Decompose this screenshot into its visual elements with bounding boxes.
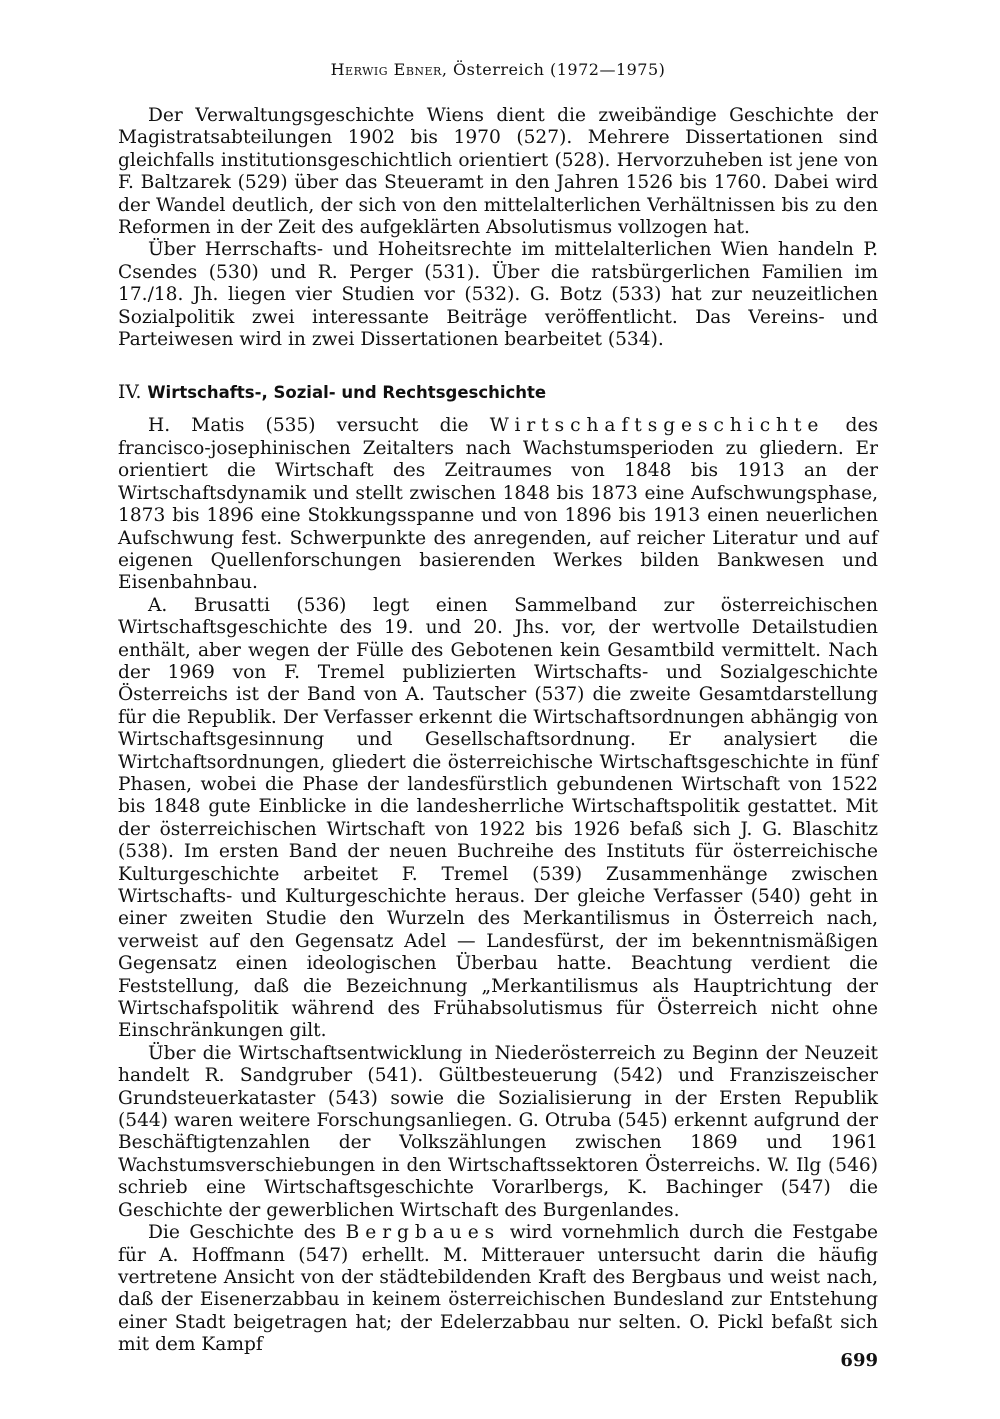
paragraph	[118, 415, 878, 594]
paragraph: A. Brusatti (536) legt einen Sammelband zur österreichischen Wirtschaftsgeschichte des 19. und 20. Jhs. vor, der wertvolle Detailstudien enthält, aber wegen der Fülle des Gebotenen kein Gesamtbild vermittelt. Nach der 1969 von F. Tremel publizierten Wirtschafts- und Sozialgeschichte Österreichs ist der Band von A. Tautscher (537) die zweite Gesamtdarstellung für die Republik. Der Verfasser erkennt die Wirtschaftsordnungen abhängig von Wirtschaftsgesinnung und Gesellschaftsordnung. Er analysiert die Wirtchaftsordnungen, gliedert die österreichische Wirtschaftsgeschichte in fünf Phasen, wobei die Phase der landesfürstlich gebundenen Wirtschaft von 1522 bis 1848 gute Einblicke in die landesherrliche Wirtschaftspolitik gestattet. Mit der österreichischen Wirtschaft von 1922 bis 1926 befaß sich J. G. Blaschitz (538). Im ersten Band der neuen Buchreihe des Instituts für österreichische Kulturgeschichte arbeitet F. Tremel (539) Zusammenhänge zwischen Wirtschafts- und Kulturgeschichte heraus. Der gleiche Verfasser (540) geht in einer zweiten Studie den Wurzeln des Merkantilismus in Österreich nach, verweist auf den Gegensatz Adel — Landesfürst, der im bekenntnismäßigen Gegensatz einen ideologischen Überbau hatte. Beachtung verdient die Feststellung, daß die Bezeichnung „Merkantilismus als Hauptrichtung der Wirtschafspolitik während des Frühabsolutismus für Österreich nicht ohne Einschränkungen gilt.	[118, 594, 878, 1042]
paragraph-text: H. Matis (535) versucht die	[148, 415, 490, 437]
paragraph-text: wird vornehmlich durch die Festgabe für A. Hoffmann (547) erhellt. M. Mitterauer untersucht darin die häufig vertretene Ansicht von der städtebildenden Kraft des Bergbaus und weist nach, daß der Eisenerzabbau in keinem österreichischen Bundesland zur Entstehung einer Stadt beigetragen hat; der Edelerzabbau nur selten. O. Pickl befaßt sich mit dem Kampf	[118, 1222, 878, 1356]
emphasized-term: Bergbaues	[345, 1222, 501, 1244]
paragraph: Über die Wirtschaftsentwicklung in Niederösterreich zu Beginn der Neuzeit handelt R. Sandgruber (541). Gültbesteuerung (542) und Franziszeischer Grundsteuerkataster (543) sowie die Sozialisierung in der Ersten Republik (544) waren weitere Forschungsanliegen. G. Otruba (545) erkennt aufgrund der Beschäftigtenzahlen der Volkszählungen zwischen 1869 und 1961 Wachstumsverschiebungen in den Wirtschaftssektoren Österreichs. W. Ilg (546) schrieb eine Wirtschaftsgeschichte Vorarlbergs, K. Bachinger (547) die Geschichte der gewerblichen Wirtschaft des Burgenlandes.	[118, 1042, 878, 1221]
section-title: Wirtschafts-, Sozial- und Rechtsgeschichte	[147, 383, 547, 403]
paragraph	[118, 1222, 878, 1356]
running-head	[118, 60, 878, 79]
paragraph: Über Herrschafts- und Hoheitsrechte im mittelalterlichen Wien handeln P. Csendes (530) und R. Perger (531). Über die ratsbürgerlichen Familien im 17./18. Jh. liegen vier Studien vor (532). G. Botz (533) hat zur neuzeitlichen Sozialpolitik zwei interessante Beiträge veröffentlicht. Das Vereins- und Parteiwesen wird in zwei Dissertationen bearbeitet (534).	[118, 239, 878, 351]
section-heading	[118, 381, 878, 405]
document-page	[118, 60, 878, 1371]
section-number: IV.	[118, 382, 142, 404]
paragraph: Der Verwaltungsgeschichte Wiens dient die zweibändige Geschichte der Magistratsabteilungen 1902 bis 1970 (527). Mehrere Dissertationen sind gleichfalls institutionsgeschichtlich orientiert (528). Hervorzuheben ist jene von F. Baltzarek (529) über das Steueramt in den Jahren 1526 bis 1760. Dabei wird der Wandel deutlich, der sich von den mittelalterlichen Verhältnissen bis zu den Reformen in der Zeit des aufgeklärten Absolutismus vollzogen hat.	[118, 105, 878, 239]
paragraph-text: des francisco-josephinischen Zeitalters nach Wachstumsperioden zu gliedern. Er orientiert die Wirtschaft des Zeitraumes von 1848 bis 1913 an der Wirtschaftsdynamik und stellt zwischen 1848 bis 1873 eine Aufschwungsphase, 1873 bis 1896 eine Stokkungsspanne und von 1896 bis 1913 einen neuerlichen Aufschwung fest. Schwerpunkte des anregenden, auf reicher Literatur und auf eigenen Quellenforschungen basierenden Werkes bilden Bankwesen und Eisenbahnbau.	[118, 415, 878, 594]
header-author: Herwig Ebner,	[330, 60, 448, 79]
page-number: 699	[840, 1350, 878, 1371]
paragraph-text: Die Geschichte des	[148, 1222, 346, 1244]
emphasized-term: Wirtschaftsgeschichte	[489, 415, 825, 437]
header-title: Österreich (1972—1975)	[447, 60, 666, 79]
